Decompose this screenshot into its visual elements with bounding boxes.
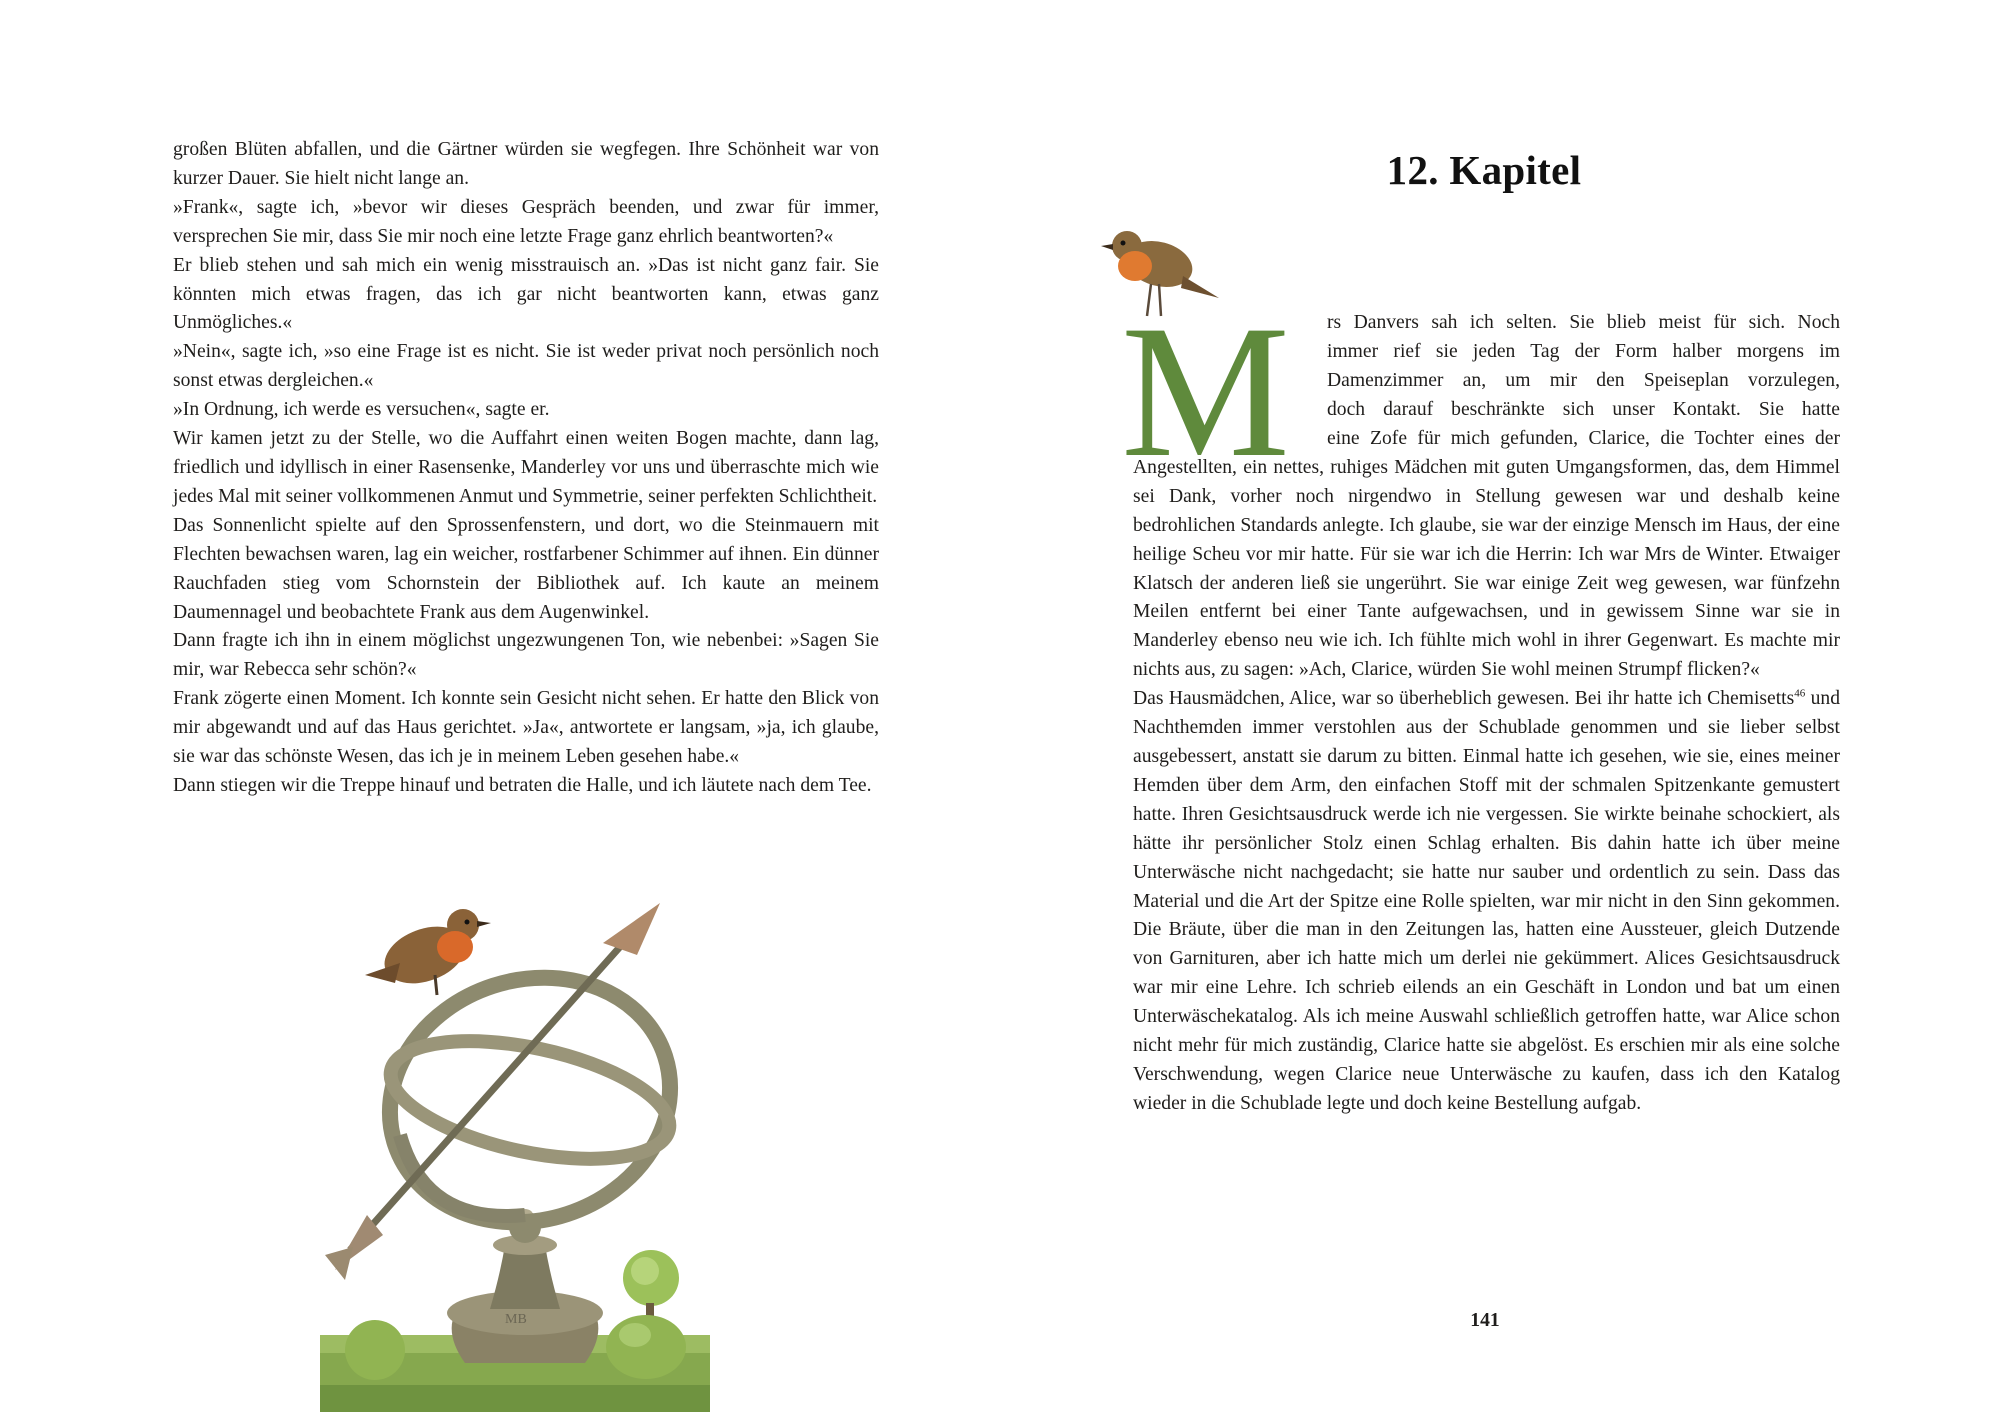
paragraph: Wir kamen jetzt zu der Stelle, wo die Auffahrt einen weiten Bogen machte, dann lag, friedlich und idyllisch in einer Rasensenke, Manderley vor uns und überraschte mich wie jedes Mal mit seiner vollkommenen Anmut und Symmetrie, seiner perfekten Schlichtheit. [173, 428, 879, 507]
sundial-illustration [305, 895, 725, 1412]
paragraph [1133, 425, 1840, 685]
paragraph [1133, 685, 1840, 1119]
paragraph: »Nein«, sagte ich, »so eine Frage ist es nicht. Sie ist weder privat noch persönlich noch sonst etwas dergleichen.« [173, 341, 879, 392]
chapter-intro-lines [1327, 309, 1840, 425]
robin-icon [365, 909, 491, 995]
paragraph-text: Das Hausmädchen, Alice, war so überheblich gewesen. Bei ihr hatte ich Chemisetts [1133, 688, 1795, 710]
intro-line: doch darauf beschränkte sich unser Kontakt. Sie hatte [1327, 398, 1840, 420]
paragraph: Frank zögerte einen Moment. Ich konnte sein Gesicht nicht sehen. Er hatte den Blick von mir abgewandt und auf das Haus gerichtet. »Ja«, antwortete er langsam, »ja, ich glaube, sie war das schönste Wesen, das ich je in meinem Leben gesehen habe.« [173, 688, 879, 768]
footnote-reference: 46 [1794, 687, 1806, 700]
paragraph: »Frank«, sagte ich, »bevor wir dieses Gespräch beenden, und zwar für immer, versprechen Sie mir, dass Sie mir noch eine letzte Frage ganz ehrlich beantworten?« [173, 196, 879, 247]
paragraph: Er blieb stehen und sah mich ein wenig misstrauisch an. »Das ist nicht ganz fair. Sie könnten mich etwas fragen, das ich gar nicht beantworten kann, etwas ganz Unmögliches.« [173, 254, 879, 334]
paragraph: Dann fragte ich ihn in einem möglichst ungezwungenen Ton, wie nebenbei: »Sagen Sie mir, war Rebecca sehr schön?« [173, 630, 879, 681]
right-page-text [1133, 425, 1840, 1119]
robin-icon [1101, 218, 1221, 318]
drop-cap-letter: M [1121, 305, 1290, 465]
paragraph: »In Ordnung, ich werde es versuchen«, sagte er. [173, 399, 550, 421]
intro-line: immer rief sie jeden Tag der Form halber morgens im [1327, 340, 1840, 362]
chapter-title: 12. Kapitel [1386, 147, 1582, 193]
intro-line: rs Danvers sah ich selten. Sie blieb meist für sich. Noch [1327, 312, 1840, 333]
intro-line: Damenzimmer an, um mir den Speiseplan vorzulegen, [1327, 369, 1840, 391]
paragraph: Das Sonnenlicht spielte auf den Sprossenfenstern, und dort, wo die Steinmauern mit Flechten bewachsen waren, lag ein weicher, rostfarbener Schimmer auf ihnen. Ein dünner Rauchfaden stieg vom Schornstein der Bibliothek auf. Ich kaute an meinem Daumennagel und beobachtete Frank aus dem Augenwinkel. [173, 514, 879, 623]
paragraph-text: und Nachthemden immer verstohlen aus der Schublade genommen und sie lieber selbst ausgebessert, anstatt sie darum zu bitten. Einmal hatte ich gesehen, wie sie, eines meiner Hemden über dem Arm, den einfachen Stoff mit der schmalen Spitzenkante gemustert hatte. Ihren Gesichtsausdruck werde ich nie vergessen. Sie wirkte beinahe schockiert, als hätte ihr persönlicher Stolz einen Schlag erhalten. Bis dahin hatte ich über meine Unterwäsche nicht nachgedacht; sie hatte nur sauber und ordentlich zu sein. Dass das Material und die Art der Spitze eine Rolle spielten, war mir nicht in den Sinn gekommen. Die Bräute, über die man in den Zeitungen las, hatten eine Aussteuer, gleich Dutzende von Garnituren, aber ich hatte mich um derlei nie gekümmert. Alices Gesichtsausdruck war mir eine Lehre. Ich schrieb eilends an ein Geschäft in London und bat um einen Unterwäschekatalog. Als ich meine Auswahl schließlich getroffen hatte, war Alice schon nicht mehr für mich zuständig, Clarice hatte sie abgelöst. Es erschien mir als eine solche Verschwendung, wegen Clarice neue Unterwäsche zu kaufen, dass ich den Katalog wieder in die Schublade legte und doch keine Bestellung aufgab. [1133, 688, 1840, 1114]
left-page-text [173, 136, 879, 801]
paragraph: großen Blüten abfallen, und die Gärtner würden sie wegfegen. Ihre Schönheit war von kurzer Dauer. Sie hielt nicht lange an. [173, 139, 879, 189]
pedestal-icon [447, 1209, 603, 1363]
paragraph-text: eine Zofe für mich gefunden, Clarice, die Tochter eines der Angestellten, ein nettes, ruhiges Mädchen mit guten Umgangsformen, das, dem Himmel sei Dank, vorher noch nirgendwo in Stellung gewesen war und deshalb keine bedrohlichen Standards anlegte. Ich glaube, sie war der einzige Mensch im Haus, der eine heilige Scheu vor mir hatte. Für sie war ich die Herrin: Ich war Mrs de Winter. Etwaiger Klatsch der anderen ließ sie ungerührt. Sie war einige Zeit weg gewesen, war fünfzehn Meilen entfernt bei einer Tante aufgewachsen, und in gewissem Sinne war sie in Manderley ebenso neu wie ich. Ich fühlte mich wohl in ihrer Gegenwart. Es machte mir nichts aus, zu sagen: »Ach, Clarice, würden Sie wohl meinen Strumpf flicken?« [1133, 428, 1840, 681]
page-number: 141 [1470, 1310, 1500, 1331]
artist-signature: MB [505, 1312, 527, 1327]
paragraph: Dann stiegen wir die Treppe hinauf und betraten die Halle, und ich läutete nach dem Tee. [173, 774, 872, 796]
